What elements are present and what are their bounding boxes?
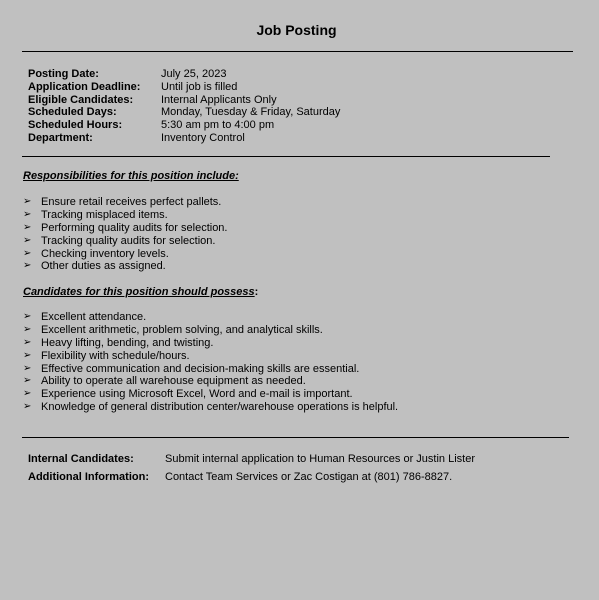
qualifications-heading-text: Candidates for this position should possess — [23, 286, 255, 298]
arrow-bullet-icon: ➢ — [23, 234, 32, 246]
arrow-bullet-icon: ➢ — [23, 221, 32, 233]
arrow-bullet-icon: ➢ — [23, 196, 32, 207]
list-item — [23, 388, 398, 401]
list-item-text: Tracking quality audits for selection. — [41, 234, 216, 247]
contact-info — [28, 452, 475, 488]
posting-details — [28, 68, 340, 145]
arrow-bullet-icon: ➢ — [23, 247, 32, 259]
arrow-bullet-icon: ➢ — [23, 311, 32, 322]
arrow-bullet-icon: ➢ — [23, 349, 32, 361]
list-item — [23, 375, 398, 388]
list-item-text: Other duties as assigned. — [41, 260, 166, 273]
info-value: July 25, 2023 — [161, 68, 227, 80]
list-item-text: Ability to operate all warehouse equipment as needed. — [41, 375, 306, 388]
arrow-bullet-icon: ➢ — [23, 375, 32, 387]
footer-label: Additional Information: — [28, 471, 149, 483]
info-value: Until job is filled — [161, 80, 238, 93]
list-item — [23, 311, 398, 324]
list-item — [23, 350, 398, 363]
info-value: Inventory Control — [161, 131, 245, 144]
info-row — [28, 106, 340, 119]
list-item-text: Flexibility with schedule/hours. — [41, 349, 190, 362]
footer-divider — [22, 437, 569, 438]
arrow-bullet-icon: ➢ — [23, 336, 32, 348]
list-item-text: Experience using Microsoft Excel, Word and e-mail is important. — [41, 388, 353, 401]
list-item — [23, 209, 227, 222]
arrow-bullet-icon: ➢ — [23, 401, 32, 413]
list-item — [23, 260, 227, 273]
info-label: Department: — [28, 131, 93, 144]
arrow-bullet-icon: ➢ — [23, 208, 32, 220]
list-item — [23, 235, 227, 248]
list-item-text: Excellent attendance. — [41, 311, 147, 323]
list-item-text: Ensure retail receives perfect pallets. — [41, 196, 222, 208]
info-row — [28, 94, 340, 107]
title-divider — [22, 51, 573, 52]
list-item — [23, 248, 227, 261]
info-label: Application Deadline: — [28, 80, 141, 93]
info-label: Scheduled Hours: — [28, 119, 123, 132]
qualifications-heading-colon: : — [254, 286, 259, 298]
info-row — [28, 119, 340, 132]
list-item-text: Performing quality audits for selection. — [41, 221, 228, 234]
list-item-text: Excellent arithmetic, problem solving, and analytical skills. — [41, 323, 323, 336]
info-row — [28, 68, 340, 81]
footer-label: Internal Candidates: — [28, 453, 134, 465]
arrow-bullet-icon: ➢ — [23, 323, 32, 335]
info-row — [28, 81, 340, 94]
list-item — [23, 363, 398, 376]
info-value: 5:30 am pm to 4:00 pm — [161, 119, 275, 132]
info-row — [28, 132, 340, 145]
info-label: Eligible Candidates: — [28, 93, 134, 106]
details-divider — [22, 156, 550, 157]
footer-row — [28, 470, 475, 488]
list-item-text: Heavy lifting, bending, and twisting. — [41, 336, 214, 349]
list-item-text: Knowledge of general distribution center/warehouse operations is helpful. — [41, 401, 399, 414]
list-item — [23, 222, 227, 235]
footer-value: Submit internal application to Human Resources or Justin Lister — [165, 453, 475, 465]
qualifications-list — [23, 311, 398, 414]
arrow-bullet-icon: ➢ — [23, 260, 32, 272]
list-item — [23, 337, 398, 350]
page-title: Job Posting — [256, 22, 337, 38]
arrow-bullet-icon: ➢ — [23, 388, 32, 400]
list-item-text: Effective communication and decision-making skills are essential. — [41, 362, 360, 375]
qualifications-heading — [23, 286, 258, 298]
responsibilities-heading-text: Responsibilities for this position include: — [23, 170, 239, 182]
info-label: Posting Date: — [28, 68, 99, 80]
list-item-text: Tracking misplaced items. — [41, 208, 168, 221]
footer-row — [28, 452, 475, 470]
footer-value: Contact Team Services or Zac Costigan at (801) 786-8827. — [165, 471, 453, 483]
arrow-bullet-icon: ➢ — [23, 362, 32, 374]
list-item — [23, 324, 398, 337]
list-item — [23, 196, 227, 209]
info-value: Internal Applicants Only — [161, 93, 277, 106]
list-item — [23, 401, 398, 414]
responsibilities-list — [23, 196, 227, 273]
list-item-text: Checking inventory levels. — [41, 247, 169, 260]
info-value: Monday, Tuesday & Friday, Saturday — [161, 106, 341, 119]
info-label: Scheduled Days: — [28, 106, 117, 119]
responsibilities-heading — [23, 170, 239, 182]
